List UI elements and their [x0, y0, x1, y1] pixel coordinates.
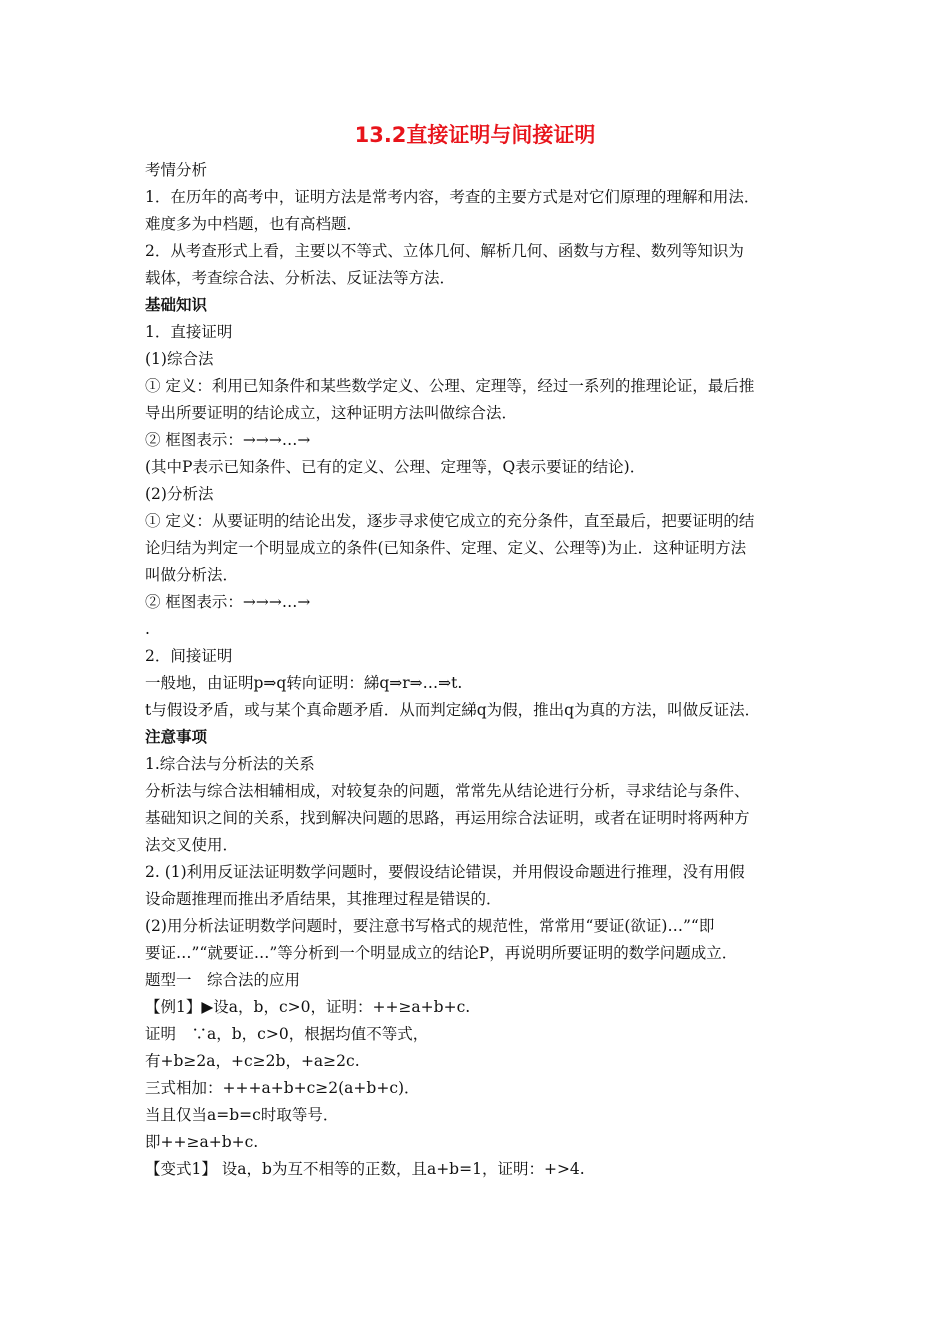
- section-heading: 基础知识: [145, 296, 208, 314]
- text-line: (1)综合法: [145, 350, 214, 368]
- text-line: 【变式1】 设a，b为互不相等的正数，且a+b=1，证明：+>4.: [145, 1160, 585, 1178]
- text-line: ① 定义：从要证明的结论出发，逐步寻求使它成立的充分条件，直至最后，把要证明的结: [145, 512, 755, 530]
- text-line: t与假设矛盾，或与某个真命题矛盾．从而判定綈q为假，推出q为真的方法，叫做反证法．: [145, 701, 761, 719]
- text-line: 当且仅当a=b=c时取等号．: [145, 1106, 339, 1124]
- text-line: ② 框图表示：→→→…→: [145, 593, 311, 611]
- document-title: 13.2直接证明与间接证明: [354, 123, 596, 147]
- text-line: (其中P表示已知条件、已有的定义、公理、定理等，Q表示要证的结论)．: [145, 458, 646, 476]
- text-line: ① 定义：利用已知条件和某些数学定义、公理、定理等，经过一系列的推理论证，最后推: [145, 377, 755, 395]
- text-line: 法交叉使用．: [145, 836, 239, 854]
- text-line: 【例1】▶设a，b，c>0，证明：++≥a+b+c.: [145, 998, 471, 1016]
- text-line: 题型一 综合法的应用: [145, 971, 301, 989]
- text-line: 1．在历年的高考中，证明方法是常考内容，考查的主要方式是对它们原理的理解和用法．: [145, 188, 760, 206]
- text-line: 分析法与综合法相辅相成，对较复杂的问题，常常先从结论进行分析，寻求结论与条件、: [145, 782, 750, 800]
- text-line: .: [145, 620, 150, 638]
- text-line: 有+b≥2a，+c≥2b，+a≥2c.: [145, 1052, 360, 1070]
- text-line: 论归结为判定一个明显成立的条件(已知条件、定理、定义、公理等)为止．这种证明方法: [145, 539, 747, 557]
- text-line: 导出所要证明的结论成立，这种证明方法叫做综合法．: [145, 404, 518, 422]
- text-line: 考情分析: [145, 161, 208, 179]
- text-line: 基础知识之间的关系，找到解决问题的思路，再运用综合法证明，或者在证明时将两种方: [145, 809, 750, 827]
- text-line: 2. (1)利用反证法证明数学问题时，要假设结论错误，并用假设命题进行推理，没有用假: [145, 863, 745, 881]
- text-line: 叫做分析法．: [145, 566, 239, 584]
- section-heading: 注意事项: [145, 728, 208, 746]
- text-line: 1．直接证明: [145, 323, 233, 341]
- text-line: (2)用分析法证明数学问题时，要注意书写格式的规范性，常常用“要证(欲证)…”“即: [145, 917, 715, 935]
- text-line: 一般地，由证明p⇒q转向证明：綈q⇒r⇒…⇒t.: [145, 674, 463, 692]
- text-line: 1.综合法与分析法的关系: [145, 755, 315, 773]
- text-line: (2)分析法: [145, 485, 214, 503]
- text-line: 要证…”“就要证…”等分析到一个明显成立的结论P，再说明所要证明的数学问题成立．: [145, 944, 738, 962]
- text-line: 设命题推理而推出矛盾结果，其推理过程是错误的．: [145, 890, 502, 908]
- text-line: 载体，考查综合法、分析法、反证法等方法．: [145, 269, 456, 287]
- text-line: 2．间接证明: [145, 647, 233, 665]
- text-line: ② 框图表示：→→→…→: [145, 431, 311, 449]
- text-line: 三式相加：+++a+b+c≥2(a+b+c)．: [145, 1079, 420, 1097]
- document-body: [145, 157, 815, 1183]
- text-line: 即++≥a+b+c.: [145, 1133, 259, 1151]
- text-line: 2．从考查形式上看，主要以不等式、立体几何、解析几何、函数与方程、数列等知识为: [145, 242, 744, 260]
- text-line: 证明 ∵a，b，c>0，根据均值不等式，: [145, 1025, 429, 1043]
- text-line: 难度多为中档题，也有高档题．: [145, 215, 363, 233]
